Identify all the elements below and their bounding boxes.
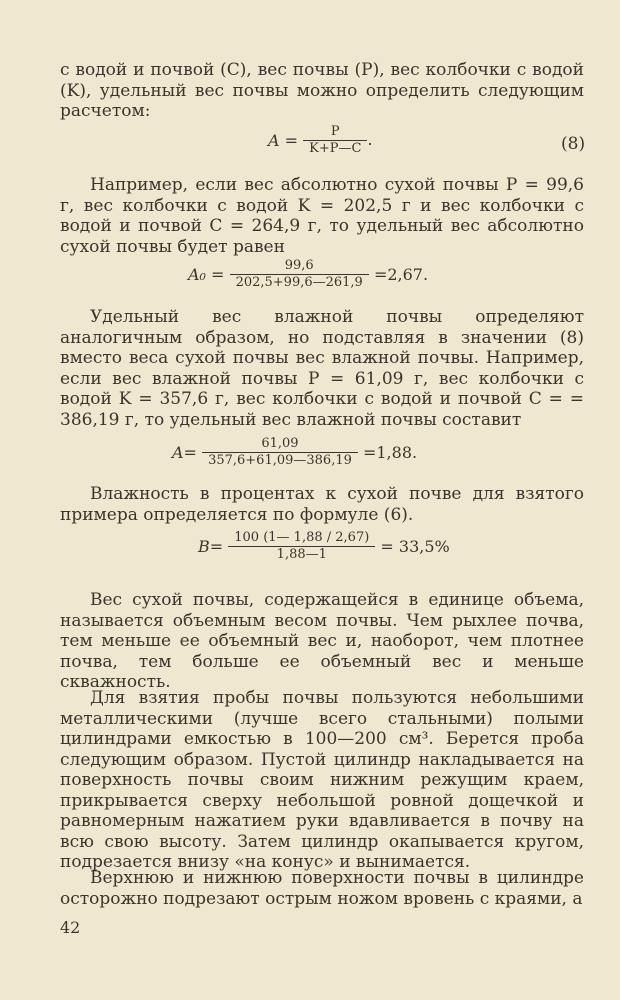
formula-b [198, 530, 450, 563]
paragraph-wet-weight: Удельный вес влажной почвы определяют аналогичным образом, но подставляя в значении (8) вместо веса сухой почвы вес влажной почвы. Например, если вес влажной почвы P = 61,09 г, вес колбочки с водой K = 357,6 г, вес колбочки с водой и почвой C = = 386,19 г, то удельный вес влажной почвы составит [60, 307, 584, 430]
formula-8-denominator: K+P—C [303, 140, 367, 157]
paragraph-sampling: Для взятия пробы почвы пользуются небольшими металлическими (лучше всего стальными) полыми цилиндрами емкостью в 100—200 см³. Берется проба следующим образом. Пустой цилиндр накладывается на поверхность почвы своим нижним режущим краем, прикрывается сверху небольшой ровной дощечкой и равномерным нажатием руки вдавливается в почву на всю свою высоту. Затем цилиндр окапывается кругом, подрезается внизу «на конус» и вынимается. [60, 688, 584, 872]
formula-a0 [188, 258, 428, 291]
formula-a-wet-lhs: A= [172, 443, 197, 462]
formula-a0-fraction [230, 258, 369, 291]
paragraph-cutting: Верхнюю и нижнюю поверхности почвы в цилиндре осторожно подрезают острым ножом вровень с краями, а [60, 868, 584, 909]
paragraph-bulk-density: Вес сухой почвы, содержащейся в единице объема, называется объемным весом почвы. Чем рыхлее почва, тем меньше ее объемный вес и, наоборот, чем плотнее почва, тем больше ее объемный вес и меньше скважность. [60, 590, 584, 692]
formula-a0-numerator: 99,6 [284, 258, 314, 273]
formula-b-lhs: B= [198, 537, 224, 556]
formula-8-lhs: A = [268, 131, 299, 150]
paragraph-example-dry: Например, если вес абсолютно сухой почвы P = 99,6 г, вес колбочки с водой K = 202,5 г и вес колбочки с водой и почвой C = 264,9 г, то удельный вес абсолютно сухой почвы будет равен [60, 175, 584, 257]
paragraph-moisture: Влажность в процентах к сухой почве для взятого примера определяется по формуле (6). [60, 484, 584, 525]
formula-b-result: = 33,5% [380, 537, 450, 556]
formula-a0-lhs: A₀ = [188, 265, 225, 284]
paragraph-intro: с водой и почвой (C), вес почвы (P), вес колбочки с водой (K), удельный вес почвы можно определить следующим расчетом: [60, 60, 584, 121]
page-number: 42 [60, 918, 81, 937]
formula-8-numerator: P [330, 124, 340, 139]
formula-8-period: . [367, 130, 373, 149]
formula-a-wet-numerator: 61,09 [261, 436, 299, 451]
formula-b-denominator: 1,88—1 [228, 546, 375, 563]
formula-a-wet-denominator: 357,6+61,09—386,19 [202, 452, 358, 469]
formula-a0-result: =2,67. [373, 265, 429, 284]
formula-a-wet-fraction [202, 436, 358, 469]
formula-b-numerator: 100 (1— 1,88 / 2,67) [234, 530, 370, 545]
formula-b-fraction [228, 530, 375, 563]
formula-8-fraction [303, 124, 367, 157]
formula-a-wet [172, 436, 417, 469]
formula-8 [268, 124, 373, 157]
formula-a-wet-result: =1,88. [362, 443, 418, 462]
formula-a0-denominator: 202,5+99,6—261,9 [230, 274, 369, 291]
equation-number-8: (8) [561, 134, 586, 154]
